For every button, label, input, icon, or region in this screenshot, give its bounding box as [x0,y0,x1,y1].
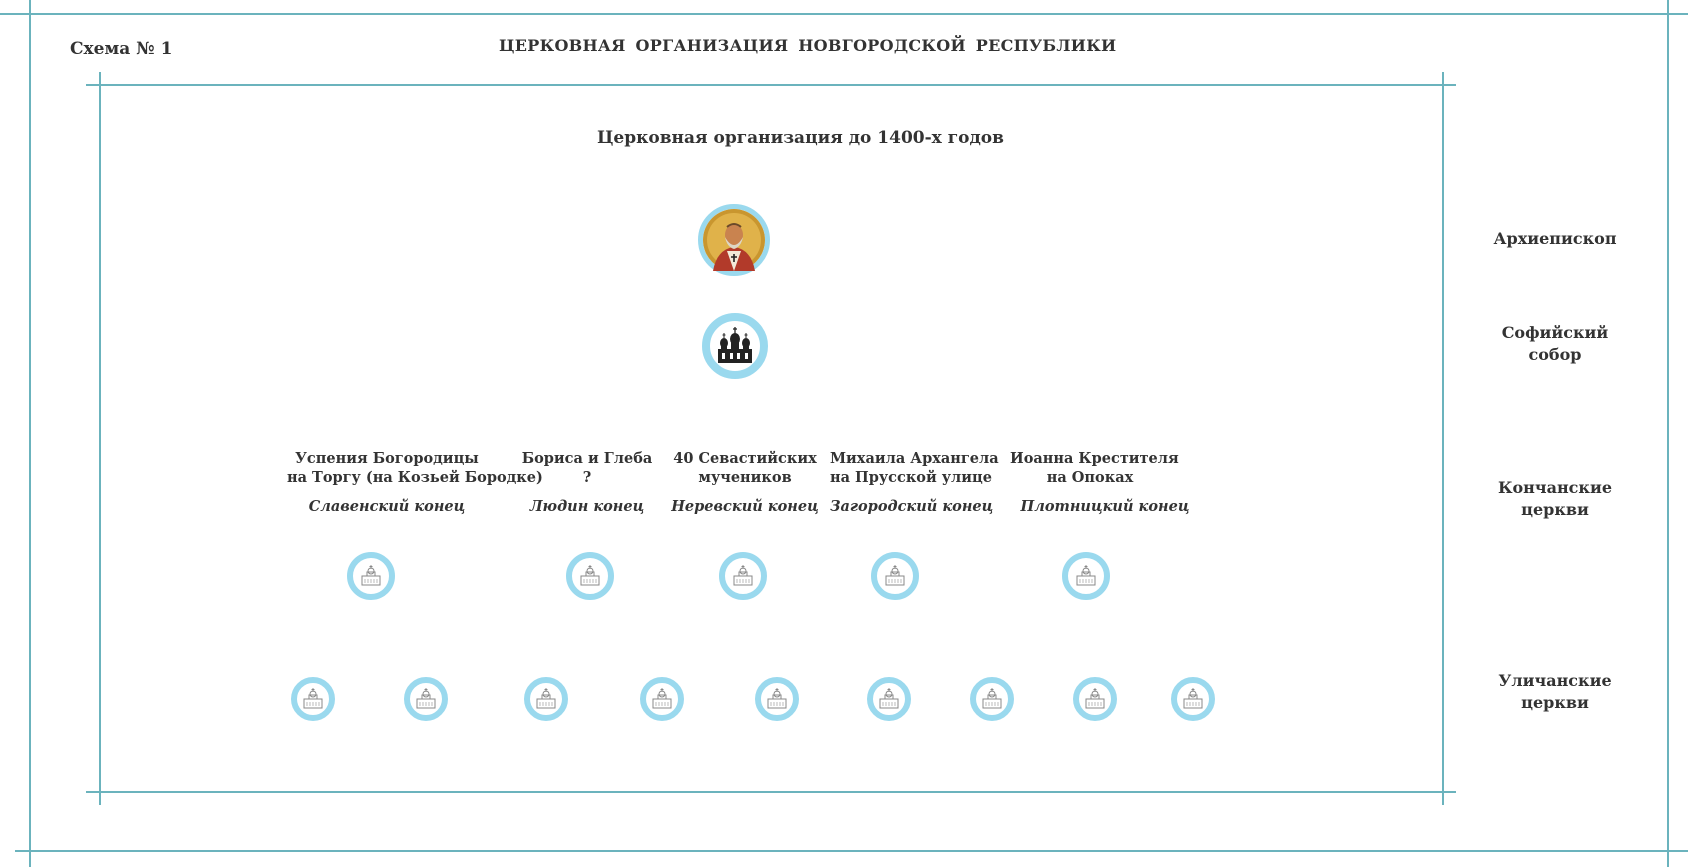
church-icon [291,677,335,721]
level-label-cathedral-line-1: Софийский [1501,323,1609,342]
konets-church-name [287,449,543,487]
level-label-konets-line-1: Кончанские [1497,478,1613,497]
church-icon [1073,677,1117,721]
church-icon [970,677,1014,721]
konets-church-name [670,449,820,487]
church-icon [640,677,684,721]
church-icon [1062,552,1110,600]
level-label-konets-line-2: церкви [1521,500,1589,519]
konets-church-name-line-2: на Торгу (на Козьей Бородке) [287,469,543,486]
konets-church-name [830,449,999,487]
frame-outer-bottom [15,850,1688,852]
konets-label: Плотницкий конец [1020,498,1190,515]
level-label-street-line-2: церкви [1521,693,1589,712]
church-icon [867,677,911,721]
level-label-archbishop-text: Архиепископ [1493,229,1617,248]
frame-inner-right [1442,72,1444,805]
konets-label: Славенский конец [308,498,466,515]
frame-outer-top [0,13,1688,15]
konets-church-name [517,449,657,487]
konets-church-name-line-1: Успения Богородицы [295,450,479,467]
church-icon [1171,677,1215,721]
church-icon [871,552,919,600]
konets-church-name-line-1: Михаила Архангела [830,450,999,467]
konets-church-name-line-2: на Опоках [1046,469,1134,486]
church-icon [524,677,568,721]
konets-label: Людин конец [529,498,645,515]
konets-church-name-line-1: 40 Севастийских [673,450,817,467]
frame-inner-left [99,72,101,805]
church-icon [347,552,395,600]
konets-church-name-line-2: мучеников [698,469,792,486]
page-title: ЦЕРКОВНАЯ ОРГАНИЗАЦИЯ НОВГОРОДСКОЙ РЕСПУБЛИКИ [499,36,1117,55]
church-icon [404,677,448,721]
cathedral-icon [702,313,768,379]
church-icon [755,677,799,721]
konets-church-name-line-2: на Прусской улице [830,469,992,486]
konets-label: Неревский конец [671,498,819,515]
church-icon [566,552,614,600]
level-label-street-churches [1480,670,1630,714]
level-label-archbishop [1480,228,1630,250]
konets-church-name [1010,449,1179,487]
konets-church-name-line-2: ? [582,469,592,486]
konets-label: Загородский конец [830,498,994,515]
frame-inner-top [86,84,1456,86]
level-label-cathedral-line-2: собор [1528,345,1582,364]
frame-outer-right [1667,0,1669,867]
frame-inner-bottom [86,791,1456,793]
level-label-konets-churches [1480,477,1630,521]
level-label-street-line-1: Уличанские [1498,671,1612,690]
saint-icon [698,204,770,276]
konets-church-name-line-1: Бориса и Глеба [521,450,653,467]
church-icon [719,552,767,600]
diagram-subtitle: Церковная организация до 1400-х годов [597,128,1004,148]
scheme-number: Схема № 1 [70,39,173,59]
frame-outer-left [29,0,31,867]
level-label-cathedral [1480,322,1630,366]
konets-church-name-line-1: Иоанна Крестителя [1010,450,1179,467]
